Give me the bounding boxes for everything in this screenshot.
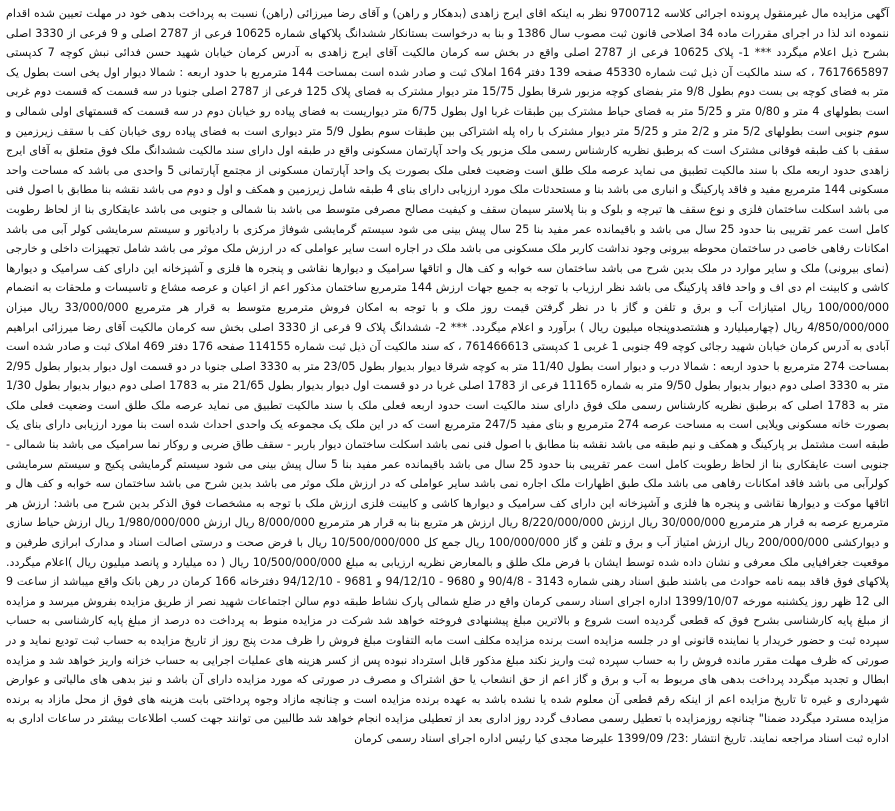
notice-body-text: آگهی مزایده مال غیرمنقول پرونده اجرائی کلاسه 9700712 نظر به اینکه اقای ایرج زاهدی (بدهکار و راهن) و آقای رضا میرزائی (راهن) نسبت به پرداخت بدهی خود در مهلت تعیین شده اقدام ننموده اند لذا در اجرای مقررات ماده 34 اصلاحی قانون ثبت مصوب سال 1386 و بنا به درخواست بستانکار ششدانگ پلاکهای شماره 10625 فرعی از 2787 اصلی و 9 فرعی از 3330 اصلی بشرح ذیل اعلام میگردد *** 1- پلاک 10625 فرعی از 2787 اصلی واقع در بخش سه کرمان مالکیت آقای ایرج زاهدی به آدرس کرمان خیابان شهید حسن فدائی نبش کوچه 7 کدپستی 7617665897 ، که سند مالکیت آن ذیل ثبت شماره 45330 صفحه 139 دفتر 164 املاک ثبت و صادر شده است بمساحت 144 مترمربع با حدود اربعه : شمالا دیوار اول یخی است بطول یک متر به فضای کوچه بی بست دوم بطول 9/8 متر بفضای کوچه مزبور شرقا بطول 15/75 متر دیوار مشترک به فضای پلاک 125 فرعی از 2787 اصلی جنوبا در سه قسمت که قسمت دوم غربی است بطولهای 4 متر و 0/80 متر و 5/25 متر به فضای حیاط مشترک بین طبقات غربا اول بطول 6/75 متر دیواریست به فضای پیاده رو خیابان دوم در سه قسمت که قسمتهای اولی شمالی و سوم جنوبی است بطولهای 5/2 متر و 2/2 متر و 5/25 متر دیوار مشترک با راه پله اشتراکی بین طبقات سوم بطول 5/9 متر دیواری است به فضای پیاده روی خیابان کف با سقف زیرزمین و سقف با کف طبقه فوقانی مشترک است که برطبق نظریه کارشناس رسمی ملک مزبور یک واحد آپارتمان مسکونی واقع در طبقه اول دارای سند مالکیت ششدانگ ملک فوق متعلق به آقای ایرج زاهدی حدود اربعه ملک با سند مالکیت تطبیق می نماید عرصه ملک طلق است وضعیت فعلی ملک بصورت یک واحد آپارتمان مسکونی از مجتمع آپارتمانی 5 واحدی می باشد که مساحت واحد مسکونی 144 مترمربع مفید و فاقد پارکینگ و انباری می باشد بنا و مستحدثات ملک مورد ارزیابی دارای بنای 4 طبقه شامل زیرزمین و همکف و اول و دوم می باشد نقشه بنا مطابق با اصول فنی می باشد اسکلت ساختمان فلزی و نوع سقف ها تیرچه و بلوک و بنا پلاستر سیمان سقف و کیفیت مصالح مصرفی متوسط می باشد بنا شمالی و جنوبی می باشد عایقکاری بنا از لحاظ رطوبت کامل است عمر تقریبی بنا حدود 25 سال می باشد و باقیمانده عمر مفید بنا 25 سال پیش بینی می شود سیستم گرمایشی شوفاژ مرکزی با رادیاتور و سیستم سرمایشی کولر آبی می باشد امکانات رفاهی خاصی در ساختمان محوطه بیرونی وجود نداشت کاربر ملک مسکونی می باشد ملک در اجاره است سایر عواملی که در ارزش ملک موثر می باشد شامل تجهیزات داخلی و خارجی (نمای بیرونی) ملک و سایر موارد در ملک بدین شرح می باشد ساختمان سه خوابه و کف هال و اتاقها سرامیک و دیوارها نقاشی و پنجره ها فلزی و آشپزخانه این دارای کف سرامیک و دیوارها کاشی و کابینت ام دی اف و واحد فاقد پارکینگ می باشد نظر ارزیاب با توجه به جمیع جهات ارزش 144 مترمربع ساختمان مذکور اعم از اعیان و عرصه مشاع و تاسیسات و ملحقات به انضمام 100/000/000 ریال امتیازات آب و برق و تلفن و گاز با در نظر گرفتن قیمت روز ملک و با توجه به امکان فروش مترمربع متوسط به قرار هر مترمربع 33/000/000 ریال میزان 4/850/000/000 ریال (چهارمیلیارد و هشتصدوپنجاه میلیون ریال ) برآورد و اعلام میگردد. *** 2- ششدانگ پلاک 9 فرعی از 3330 اصلی بخش سه کرمان مالکیت آقای رضا میرزائی ابراهیم آبادی به آدرس کرمان خیابان شهید رجائی کوچه 49 جنوبی 1 غربی 1 کدپستی 761466613 ، که سند مالکیت آن ذیل ثبت شماره 114155 صفحه 176 دفتر 469 املاک ثبت و صادر شده است بمساحت 274 مترمربع با حدود اربعه : شمالا درب و دیوار است بطول 11/40 متر به کوچه شرقا دیوار بدیوار بطول 23/05 متر به 3330 اصلی جنوبا در دو قسمت اول دیوار بدیوار بطول 2/95 متر به 3330 اصلی دوم دیوار بدیوار بطول 9/50 متر به شماره 11165 فرعی از 1783 اصلی غربا در دو قسمت اول دیوار بدیوار بطول 21/65 متر به 1783 اصلی دوم دیوار بدیوار بطول 1/30 متر به 1783 اصلی که برطبق نظریه کارشناس رسمی ملک فوق دارای سند مالکیت است حدود اربعه فعلی ملک با سند مالکیت تطبیق می نماید عرصه ملک طلق است وضعیت فعلی ملک بصورت خانه مسکونی ویلایی است به مساحت عرصه 274 مترمربع و بنای مفید 247/5 مترمربع است که در این ملک یک مجموعه یک واحدی احداث شده است بنا مورد ارزیابی دارای بنای یک طبقه است مشتمل بر پارکینگ و همکف و نیم طبقه می باشد نقشه بنا مطابق با اصول فنی نمی باشد اسکلت ساختمان دیوار باربر - سقف طاق ضربی و روکار نما سرامیک می باشد بنا شمالی - جنوبی است عایقکاری بنا از لحاظ رطوبت کامل است عمر تقریبی بنا حدود 25 سال می باشد باقیمانده عمر مفید بنا 5 سال پیش بینی می شود سیستم گرمایشی پکیج و سیستم سرمایشی کولرآبی می باشد فاقد امکانات رفاهی می باشد ملک طبق اظهارات ملک اجاره نمی باشد سایر عواملی که در ارزش ملک موثر می باشد بدین شرح می باشد ساختمان سه خوابه و کف هال و اتاقها موکت و دیوارها نقاشی و پنجره ها فلزی و آشپزخانه این دارای کف سرامیک و دیوارها کاشی و کابینت فلزی ارزش ملک با توجه به مشخصات فوق الذکر بدین شرح می باشد: ارزش هر مترمربع عرصه به قرار هر مترمربع 30/000/000 ریال ارزش 8/220/000/000 ریال ارزش هر متربع بنا به قرار هر مترمربع 8/000/000 ریال ارزش 1/980/000/000 ریال ارزش حیاط سازی و دیوارکشی 200/000/000 ریال ارزش امتیاز آب و برق و تلفن و گاز 100/000/000 ریال جمع کل 10/500/000/000 ریال با فرض صحت و درستی اصالت اسناد و مدارک ابرازی طرفین و موقعیت جغرافیایی ملک معرفی و نشان داده شده توسط ایشان با فرض ملک طلق و بالمعارض نظریه ارزیابی به مبلغ 10/500/000/000 ریال ( ده میلیارد و پانصد میلیون ریال )اعلام میگردد. پلاکهای فوق فاقد بیمه نامه حوادث می باشند طبق اسناد رهنی شماره 3143 - 90/4/8 و 9680 - 94/12/10 و 9681 - 94/12/10 دفترخانه 166 کرمان در رهن بانک واقع میباشد از ساعت 9 الی 12 ظهر روز یکشنبه مورخه 1399/10/07 اداره اجرای اسناد رسمی کرمان واقع در ضلع شمالی پارک نشاط طبقه دوم سالن اجتماعات شهید نصر از طریق مزایده بفروش میرسد و مزایده از مبلغ پایه کارشناسی بشرح فوق که قطعی گردیده است شروع و بالاترین مبلغ پیشنهادی فروخته خواهد شد شرکت در مزایده منوط به پرداخت ده درصد از مبلغ پایه کارشناسی به حساب سپرده ثبت و حضور خریدار یا نماینده قانونی او در جلسه مزایده است برنده مزایده مکلف است مابه التفاوت مبلغ فروش را ظرف مدت پنج روز از تاریخ مزایده به حساب ثبت تودیع نماید و در صورتی که ظرف مهلت مقرر مانده فروش را به حساب سپرده ثبت واریز نکند مبلغ مذکور قابل استرداد نبوده پس از کسر هزینه های عملیات اجرایی به حساب خزانه واریز خواهد شد و مزایده ابطال و تجدید میگردد پرداخت بدهی های مربوط به آب و برق و گاز اعم از حق انشعاب یا حق اشتراک و مصرف در صورتی که مورد مزایده دارای آن باشد و نیز بدهی های مالیاتی و عوارض شهرداری و غیره تا تاریخ مزایده اعم از اینکه رقم قطعی آن معلوم شده یا نشده باشد به عهده برنده مزایده است و چنانچه مازاد وجوه پرداختی بابت هزینه های فوق از محل مازاد به برنده مزایده مسترد میگردد ضمنا" چنانچه روزمزایده با تعطیل رسمی مصادف گردد روز اداری بعد از تعطیلی مزایده انجام خواهد شد طالبین می توانند جهت کسب اطلاعات بیشتر در ساعات اداری به اداره ثبت اسناد مراجعه نمایند. تاریخ انتشار :23/ 1399/09 علیرضا مجدی کیا رئیس اداره اجرای اسناد رسمی کرمان: [6, 7, 890, 745]
